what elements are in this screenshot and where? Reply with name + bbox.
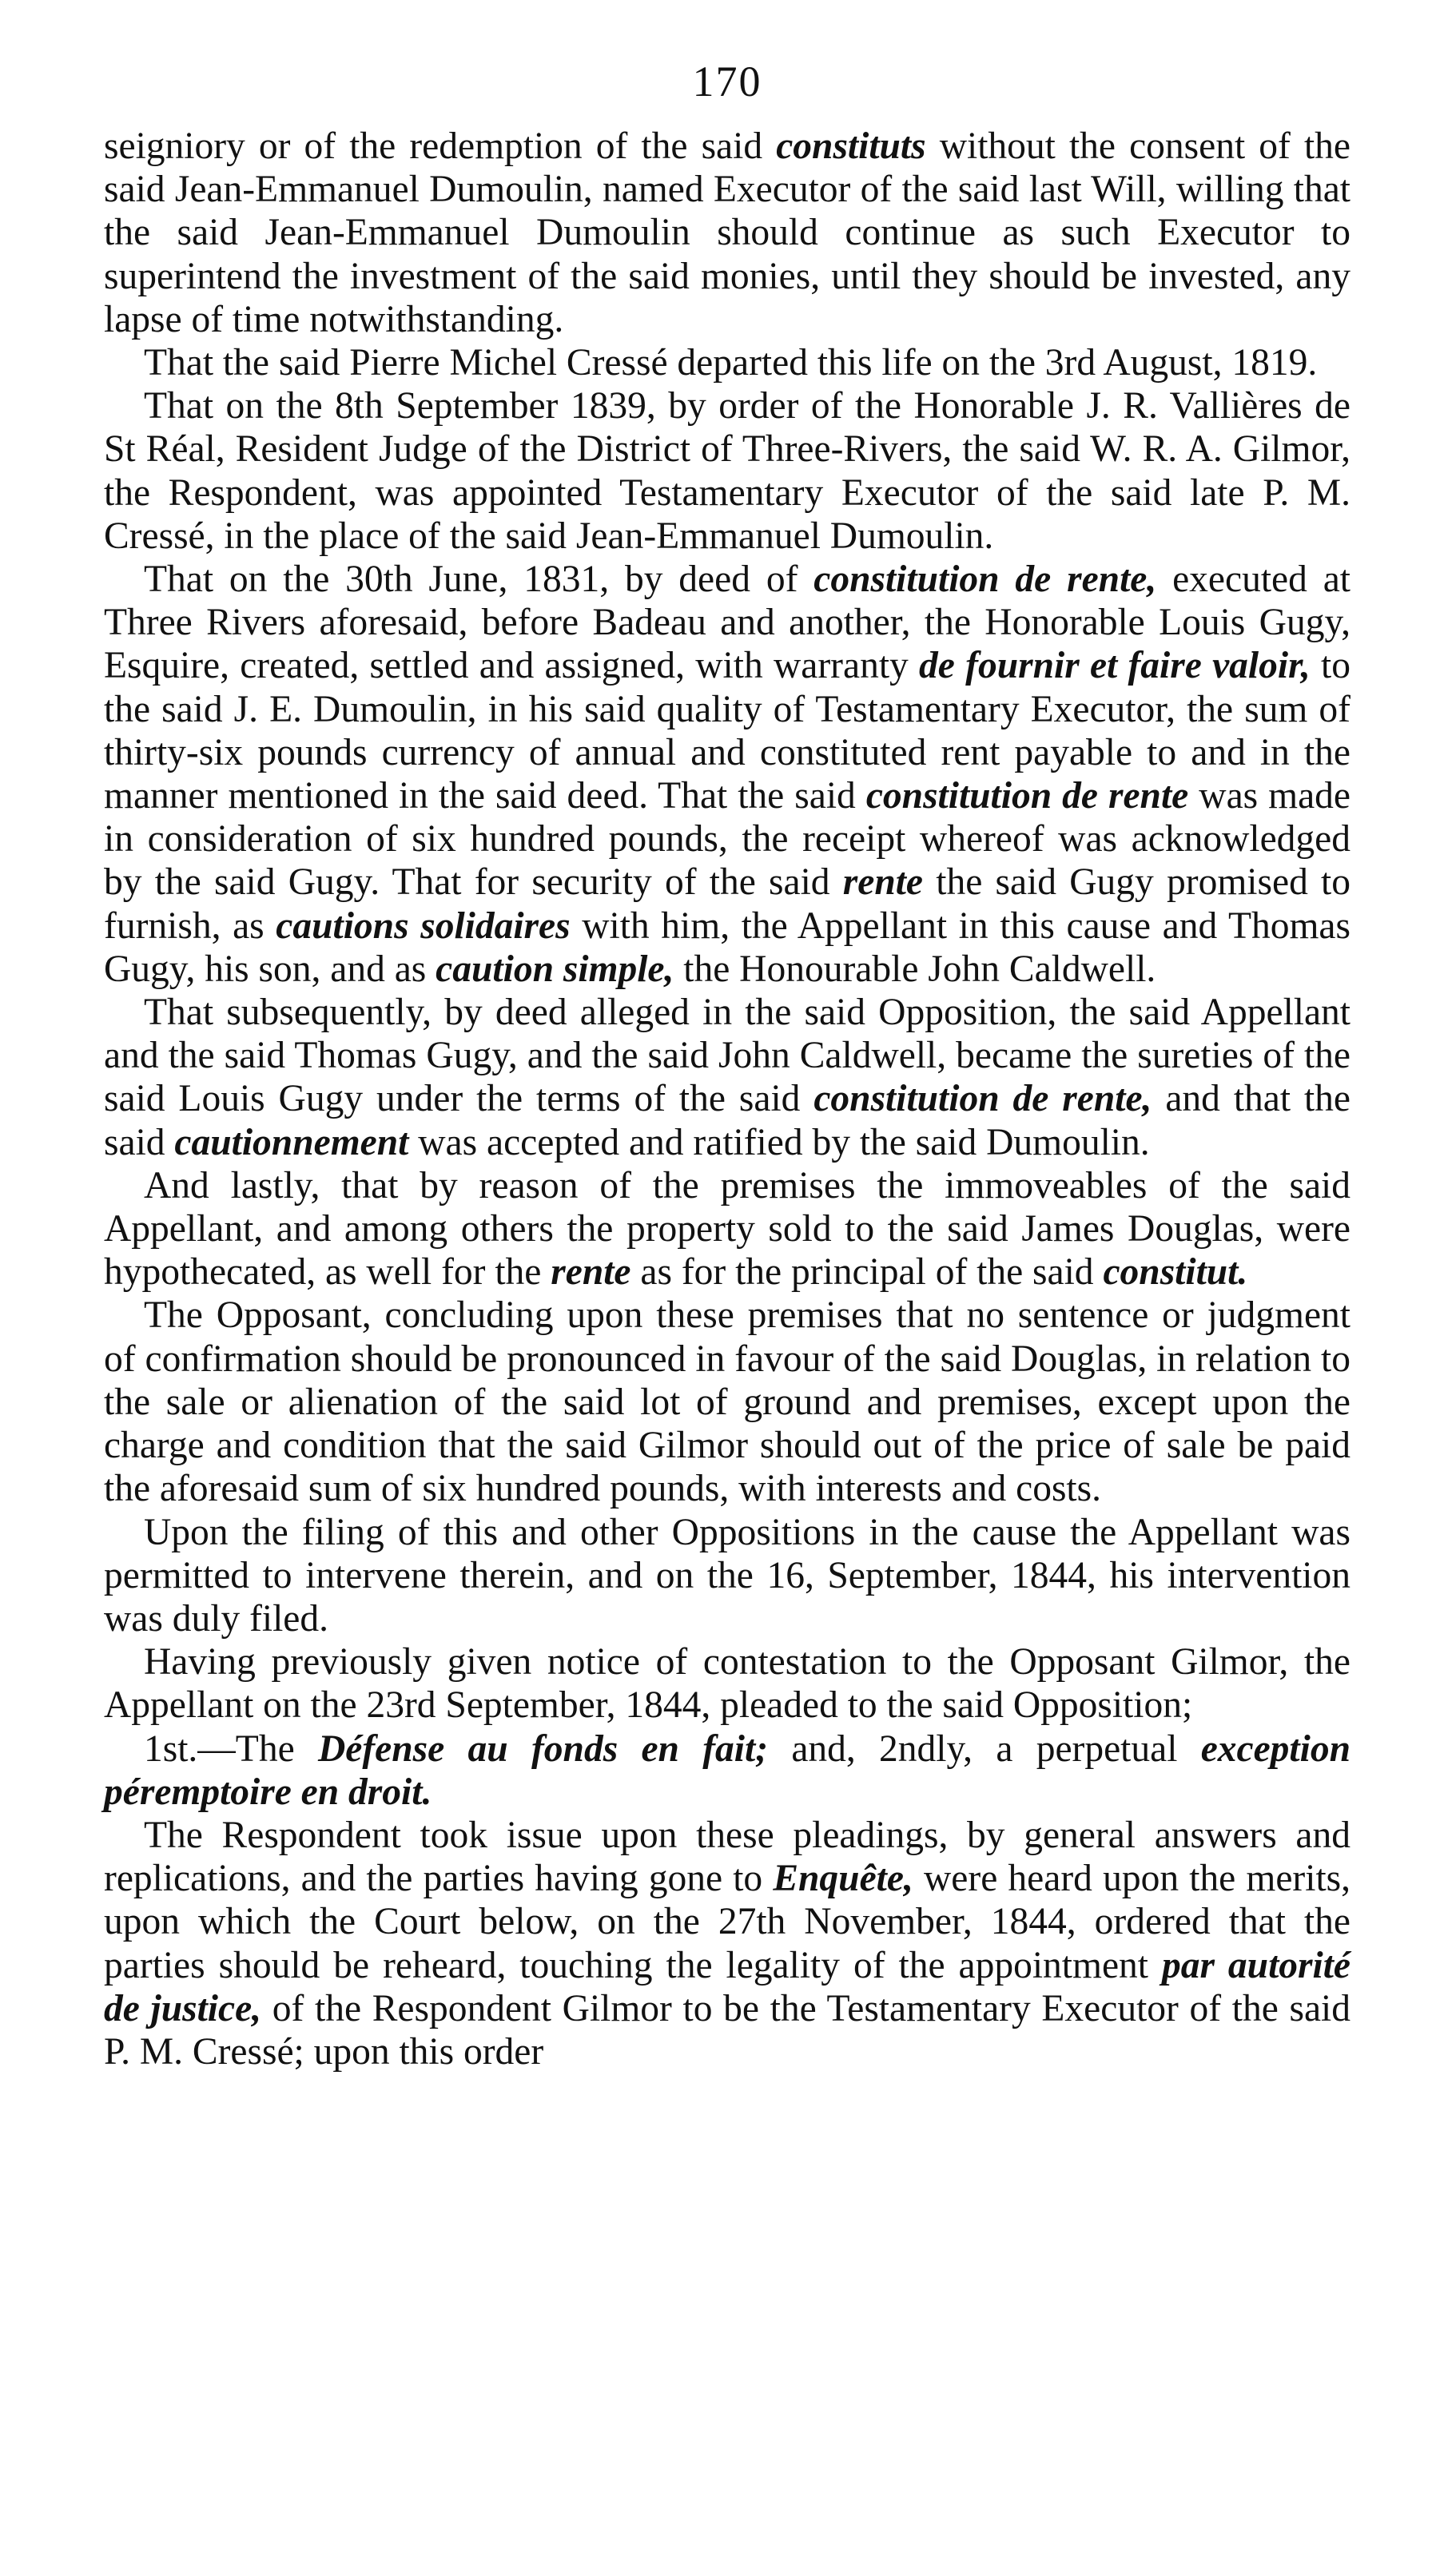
- italic-phrase: constitut.: [1103, 1251, 1248, 1294]
- text-run: Upon the filing of this and other Oppositions in the cause the Appellant was permitted to intervene therein, and on the 16, September, 1844, his intervention was duly filed.: [104, 1511, 1350, 1640]
- text-run: was made in consideration of six hundred pounds, the receipt whereof was acknowledged by the said Gugy. That for security of the said: [104, 775, 1351, 904]
- italic-phrase: de fournir et faire valoir,: [919, 645, 1311, 687]
- text-run: That on the 30th June, 1831, by deed of: [144, 559, 814, 601]
- text-run: with him, the Appellant in this cause and Thomas Gugy, his son, and as: [104, 904, 1351, 990]
- paragraph: [104, 558, 1350, 991]
- text-run: was accepted and ratified by the said Dumoulin.: [408, 1121, 1150, 1163]
- text-run: and, 2ndly, a perpetual: [768, 1727, 1201, 1770]
- text-run: the said Gugy promised to furnish, as: [104, 861, 1350, 947]
- paragraph: [104, 1814, 1350, 2073]
- italic-phrase: exception péremptoire en droit.: [104, 1727, 1350, 1813]
- italic-phrase: rente: [551, 1251, 631, 1294]
- paragraph: [104, 1727, 1350, 1814]
- text-run: That on the 8th September 1839, by order of the Honorable J. R. Vallières de St Réal, Resident Judge of the District of Three-Rivers, the said W. R. A. Gilmor, the Respondent, was appointed Testamentary Executor of the said late P. M. Cressé, in the place of the said Jean-Emmanuel Dumoulin.: [104, 385, 1350, 557]
- text-run: were heard upon the merits, upon which the Court below, on the 27th November, 1844, ordered that the parties should be reheard, touching the legality of the appointment: [104, 1858, 1351, 1986]
- italic-phrase: constitution de rente,: [813, 1078, 1152, 1120]
- text-run: And lastly, that by reason of the premises the immoveables of the said Appellant, and among others the property sold to the said James Douglas, were hypothecated, as well for the: [104, 1164, 1350, 1294]
- paragraph: [104, 1294, 1350, 1510]
- italic-phrase: cautions solidaires: [276, 904, 571, 947]
- paragraph: [104, 991, 1350, 1164]
- body-text: [104, 125, 1350, 2073]
- text-run: to the said J. E. Dumoulin, in his said quality of Testamentary Executor, the sum of thirty-six pounds currency of annual and constituted rent payable to and in the manner mentioned in the said deed. That the said: [104, 645, 1351, 817]
- text-run: Having previously given notice of contestation to the Opposant Gilmor, the Appellant on the 23rd September, 1844, pleaded to the said Opposition;: [104, 1641, 1350, 1727]
- page-number: 170: [692, 58, 762, 105]
- paragraph: [104, 1640, 1350, 1727]
- document-page: [104, 56, 1350, 2073]
- paragraph: [104, 341, 1350, 384]
- italic-phrase: cautionnement: [174, 1121, 409, 1163]
- text-run: of the Respondent Gilmor to be the Testamentary Executor of the said P. M. Cressé; upon this order: [104, 1987, 1350, 2073]
- italic-phrase: Enquête,: [773, 1858, 913, 1900]
- italic-phrase: constitution de rente: [865, 775, 1189, 817]
- text-run: executed at Three Rivers aforesaid, before Badeau and another, the Honorable Louis Gugy, Esquire, created, settled and assigned, with warranty: [104, 559, 1350, 687]
- text-run: seigniory or of the redemption of the said: [104, 125, 777, 167]
- text-run: The Respondent took issue upon these pleadings, by general answers and replications, and the parties having gone to: [104, 1814, 1350, 1900]
- italic-phrase: constituts: [776, 125, 926, 167]
- text-run: That subsequently, by deed alleged in the said Opposition, the said Appellant and the said Thomas Gugy, and the said John Caldwell, became the sureties of the said Louis Gugy under the terms of the said: [104, 992, 1350, 1120]
- paragraph: [104, 125, 1350, 341]
- text-run: 1st.—The: [144, 1727, 318, 1770]
- text-run: the Honourable John Caldwell.: [674, 948, 1156, 990]
- text-run: and that the said: [104, 1078, 1351, 1163]
- italic-phrase: rente: [842, 861, 924, 904]
- paragraph: [104, 1511, 1350, 1641]
- italic-phrase: Défense au fonds en fait;: [317, 1727, 769, 1770]
- text-run: That the said Pierre Michel Cressé departed this life on the 3rd August, 1819.: [144, 342, 1318, 384]
- paragraph: [104, 1164, 1350, 1294]
- paragraph: [104, 384, 1350, 558]
- italic-phrase: par autorité de justice,: [104, 1944, 1350, 2029]
- italic-phrase: constitution de rente,: [813, 559, 1157, 601]
- text-run: without the consent of the said Jean-Emmanuel Dumoulin, named Executor of the said last Will, willing that the said Jean-Emmanuel Dumoulin should continue as such Executor to superintend the investment of the said monies, until they should be invested, any lapse of time notwithstanding.: [104, 125, 1350, 340]
- text-run: as for the principal of the said: [630, 1251, 1104, 1294]
- text-run: The Opposant, concluding upon these premises that no sentence or judgment of confirmation should be pronounced in favour of the said Douglas, in relation to the sale or alienation of the said lot of ground and premises, except upon the charge and condition that the said Gilmor should out of the price of sale be paid the aforesaid sum of six hundred pounds, with interests and costs.: [104, 1294, 1350, 1510]
- italic-phrase: caution simple,: [436, 948, 674, 990]
